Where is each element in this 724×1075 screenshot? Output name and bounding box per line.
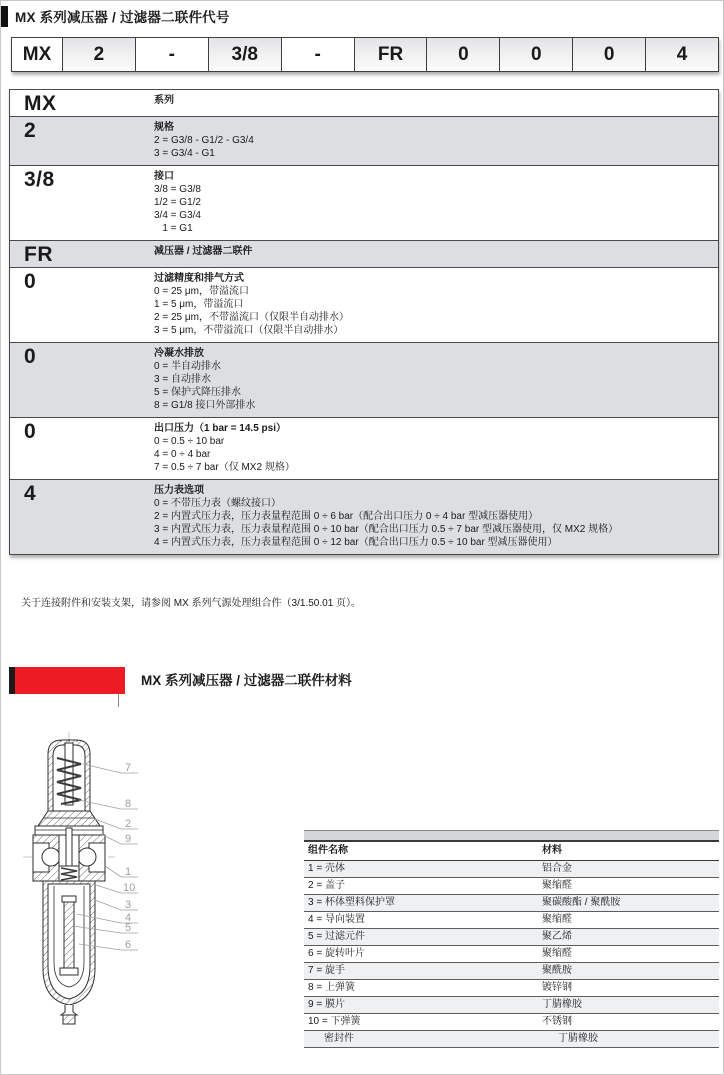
code-option: 0 = 25 μm，带溢流口 [154, 286, 249, 297]
callout-number: 1 [125, 866, 132, 878]
code-table-row [10, 240, 718, 267]
order-code-segment: 0 [572, 38, 645, 71]
section2-title: MX 系列减压器 / 过滤器二联件材料 [141, 673, 352, 688]
code-value: 0 [24, 270, 37, 293]
section1-title: MX 系列减压器 / 过滤器二联件代号 [15, 10, 230, 25]
code-description [154, 166, 718, 240]
code-value: FR [24, 243, 53, 266]
materials-table [304, 830, 719, 1048]
order-code-segment: 2 [62, 38, 135, 71]
code-option: 3 = 内置式压力表，压力表量程范围 0 ÷ 10 bar（配合出口压力 0.5 ÷ 7 bar 型减压器使用，仅 MX2 规格） [154, 524, 619, 535]
code-option: 2 = 内置式压力表，压力表量程范围 0 ÷ 6 bar（配合出口压力 0 ÷ 4 bar 型减压器使用） [154, 511, 539, 522]
red-accent-block [9, 667, 125, 694]
code-option: 3 = G3/4 - G1 [154, 148, 215, 159]
code-value: 0 [24, 345, 37, 368]
callout-number: 7 [125, 762, 132, 774]
code-description [154, 268, 718, 342]
component-name: 2 = 盖子 [308, 880, 345, 891]
callout-number: 3 [125, 899, 132, 911]
component-name: 8 = 上弹簧 [308, 982, 355, 993]
component-material: 聚乙烯 [542, 931, 572, 942]
materials-table-header-row [304, 842, 719, 861]
code-table-row [10, 116, 718, 165]
code-table-row [10, 267, 718, 342]
component-name: 7 = 旋手 [308, 965, 345, 976]
code-option: 3/8 = G3/8 [154, 184, 201, 195]
order-code-segment: 0 [499, 38, 572, 71]
code-option: 4 = 0 ÷ 4 bar [154, 449, 211, 460]
callout-leader-line [101, 834, 138, 844]
component-material: 聚酰胺 [542, 965, 572, 976]
code-table-row [10, 90, 718, 116]
component-material: 聚缩醛 [542, 880, 572, 891]
materials-table-row [304, 1014, 719, 1031]
code-description-title: 减压器 / 过滤器二联件 [154, 246, 253, 257]
code-description-title: 出口压力（1 bar = 14.5 psi） [154, 423, 286, 434]
component-name: 密封件 [324, 1033, 354, 1044]
component-name: 9 = 膜片 [308, 999, 345, 1010]
component-material: 聚缩醛 [542, 914, 572, 925]
materials-table-row [304, 929, 719, 946]
materials-table-row [304, 895, 719, 912]
materials-header-material: 材料 [542, 845, 562, 856]
code-option: 1 = 5 μm，带溢流口 [154, 299, 244, 310]
materials-table-row [304, 980, 719, 997]
callout-number: 5 [125, 922, 132, 934]
order-code-table [9, 89, 719, 555]
code-description-title: 系列 [154, 95, 174, 106]
code-description-title: 规格 [154, 122, 174, 133]
regulator-cross-section-diagram [21, 716, 301, 1031]
materials-table-row [304, 1031, 719, 1048]
code-value: 2 [24, 119, 37, 142]
callout-number: 4 [125, 912, 132, 924]
callout-leader-line [105, 866, 138, 877]
code-option: 7 = 0.5 ÷ 7 bar（仅 MX2 规格） [154, 462, 295, 473]
component-material: 镀锌钢 [542, 982, 572, 993]
callout-number: 6 [125, 939, 132, 951]
code-description-title: 过滤精度和排气方式 [154, 273, 244, 284]
code-option: 0 = 半自动排水 [154, 361, 221, 372]
component-name: 4 = 导向装置 [308, 914, 365, 925]
order-code-segment: MX [12, 38, 62, 71]
order-code-segment: - [281, 38, 354, 71]
code-description [154, 343, 718, 417]
callout-number: 2 [125, 818, 132, 830]
component-name: 1 = 壳体 [308, 863, 345, 874]
component-material: 聚缩醛 [542, 948, 572, 959]
component-name: 5 = 过滤元件 [308, 931, 365, 942]
code-option: 1/2 = G1/2 [154, 197, 201, 208]
code-description-title: 压力表选项 [154, 485, 204, 496]
reference-note: 关于连接附件和安装支架，请参阅 MX 系列气源处理组合件（3/1.50.01 页）。 [21, 598, 362, 609]
order-code-row [11, 37, 719, 72]
code-option: 2 = G3/8 - G1/2 - G3/4 [154, 135, 254, 146]
order-code-segment: - [135, 38, 208, 71]
materials-table-row [304, 861, 719, 878]
section1-header [1, 5, 230, 27]
order-code-segment: FR [354, 38, 427, 71]
code-option: 0 = 不带压力表（螺纹接口） [154, 498, 281, 509]
code-option: 3/4 = G3/4 [154, 210, 201, 221]
materials-table-top-strip [304, 830, 719, 842]
code-description [154, 480, 718, 554]
callout-number: 8 [125, 798, 132, 810]
code-value: 0 [24, 420, 37, 443]
materials-table-row [304, 946, 719, 963]
materials-table-row [304, 912, 719, 929]
materials-table-row [304, 963, 719, 980]
code-option: 2 = 25 μm，不带溢流口（仅限半自动排水） [154, 312, 349, 323]
materials-header-name: 组件名称 [308, 845, 348, 856]
component-name: 3 = 杯体塑料保护罩 [308, 897, 395, 908]
code-table-row [10, 479, 718, 554]
header-accent-bar [1, 6, 8, 27]
code-description-title: 冷凝水排放 [154, 348, 204, 359]
column-divider-tick [118, 694, 119, 707]
code-description [154, 241, 718, 267]
code-description [154, 418, 718, 479]
component-material: 丁腈橡胶 [542, 999, 582, 1010]
code-option: 5 = 保护式降压排水 [154, 387, 241, 398]
materials-table-row [304, 997, 719, 1014]
code-value: 3/8 [24, 168, 55, 191]
component-material: 不锈钢 [542, 1016, 572, 1027]
materials-table-row [304, 878, 719, 895]
component-name: 10 = 下弹簧 [308, 1016, 361, 1027]
code-option: 8 = G1/8 接口外部排水 [154, 400, 256, 411]
code-option: 3 = 自动排水 [154, 374, 211, 385]
order-code-segment: 0 [426, 38, 499, 71]
code-option: 4 = 内置式压力表，压力表量程范围 0 ÷ 12 bar（配合出口压力 0.5 ÷ 10 bar 型减压器使用） [154, 537, 558, 548]
code-option: 0 = 0.5 ÷ 10 bar [154, 436, 225, 447]
code-table-row [10, 417, 718, 479]
component-name: 6 = 旋转叶片 [308, 948, 365, 959]
order-code-segment: 4 [645, 38, 718, 71]
callout-leader-line [95, 900, 138, 910]
code-table-row [10, 342, 718, 417]
component-material: 丁腈橡胶 [558, 1033, 598, 1044]
code-description-title: 接口 [154, 171, 174, 182]
code-description [154, 117, 718, 165]
code-table-row [10, 165, 718, 240]
code-description [154, 90, 718, 116]
code-option: 1 = G1 [154, 223, 193, 234]
code-value: 4 [24, 482, 37, 505]
callout-number: 10 [123, 882, 136, 894]
code-option: 3 = 5 μm，不带溢流口（仅限半自动排水） [154, 325, 344, 336]
callout-number: 9 [125, 833, 132, 845]
component-material: 聚碳酸酯 / 聚酰胺 [542, 897, 621, 908]
order-code-segment: 3/8 [208, 38, 281, 71]
code-value: MX [24, 92, 57, 115]
component-material: 铝合金 [542, 863, 572, 874]
